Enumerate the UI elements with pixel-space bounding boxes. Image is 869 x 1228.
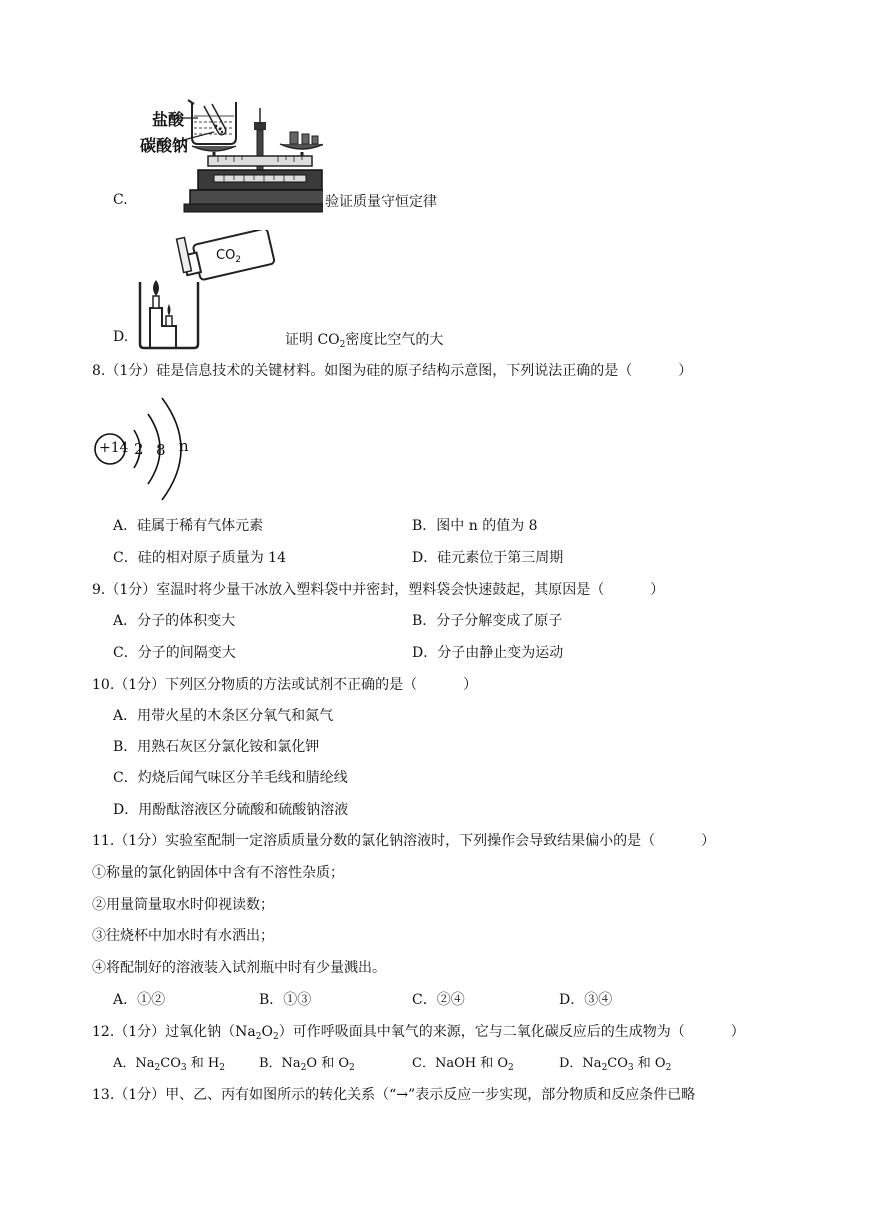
q11-item-4: ④将配制好的溶液装入试剂瓶中时有少量溅出。 — [92, 960, 386, 976]
q12-stem-close: ） — [730, 1024, 745, 1040]
q9-option-c: C．分子的间隔变大 — [113, 645, 236, 661]
silicon-shell-1-count: 2 — [134, 440, 144, 458]
q12-stem-mid: O — [261, 1024, 273, 1040]
q10-option-b: B．用熟石灰区分氯化铵和氯化钾 — [113, 739, 320, 755]
q11-option-b: B．①③ — [259, 992, 312, 1008]
q12-option-a-sub: 3 — [180, 1063, 187, 1073]
q7-option-d-caption-sub: 2 — [339, 340, 346, 350]
co2-candle-figure — [136, 230, 276, 350]
q7-option-d-letter: D. — [113, 329, 129, 345]
q9-stem-close: ） — [650, 582, 665, 598]
q12-stem-pre: 12.（1分）过氧化钠（Na — [92, 1024, 256, 1040]
q12-option-c — [412, 1054, 514, 1074]
q11-item-3: ③往烧杯中加水时有水洒出； — [92, 928, 274, 944]
q12-option-b — [259, 1054, 355, 1074]
co2-bottle-label-sub: 2 — [235, 255, 242, 265]
q12-option-a-part: 和 H — [186, 1056, 220, 1071]
q10-stem-text: 10.（1分）下列区分物质的方法或试剂不正确的是（ — [92, 677, 418, 693]
co2-bottle-label-text: CO — [216, 248, 236, 263]
q12-option-a-part: A．Na — [113, 1056, 155, 1071]
q12-option-c-sub: 2 — [508, 1063, 514, 1073]
q12-option-c-part: C．NaOH 和 O — [412, 1056, 508, 1071]
q12-option-d-part: D．Na — [559, 1056, 602, 1071]
q12-option-d-sub: 2 — [601, 1063, 608, 1073]
q12-option-b-sub: 2 — [349, 1063, 355, 1073]
q12-option-d-sub: 3 — [627, 1063, 634, 1073]
q9-option-a: A．分子的体积变大 — [113, 613, 236, 629]
q12-option-a-sub: 2 — [219, 1063, 225, 1073]
q11-item-1: ①称量的氯化钠固体中含有不溶性杂质； — [92, 865, 344, 881]
q12-stem-post: ）可作呼吸面具中氧气的来源，它与二氧化碳反应后的生成物为（ — [278, 1024, 685, 1040]
q10-option-a: A．用带火星的木条区分氧气和氮气 — [113, 708, 334, 724]
q11-option-c: C．②④ — [412, 992, 465, 1008]
silicon-shell-3-count: n — [179, 437, 189, 455]
q12-stem-sub2: 2 — [273, 1032, 279, 1042]
q11-option-d: D．③④ — [559, 992, 613, 1008]
q12-stem — [92, 1022, 745, 1042]
q11-stem — [92, 831, 715, 851]
silicon-nucleus-label: +14 — [99, 440, 129, 456]
q10-stem — [92, 675, 477, 695]
q8-option-b: B．图中 n 的值为 8 — [412, 518, 538, 534]
q9-option-d: D．分子由静止变为运动 — [412, 645, 564, 661]
q7-option-c-caption: 验证质量守恒定律 — [325, 194, 437, 210]
q10-stem-close: ） — [463, 677, 478, 693]
q7-option-d-caption — [285, 329, 443, 349]
co2-bottle-label — [216, 248, 241, 263]
q12-option-a-sub: 2 — [154, 1063, 161, 1073]
q12-option-b-sub: 2 — [300, 1063, 307, 1073]
q10-option-d: D．用酚酞溶液区分硫酸和硫酸钠溶液 — [113, 802, 349, 818]
q12-option-b-part: O 和 O — [306, 1056, 350, 1071]
q12-stem-sub1: 2 — [255, 1032, 262, 1042]
q8-option-c: C．硅的相对原子质量为 14 — [113, 550, 286, 566]
hydrochloric-acid-label: 盐酸 — [152, 110, 185, 129]
q12-option-d-part: CO — [607, 1056, 628, 1071]
q12-option-d-sub: 2 — [665, 1063, 672, 1073]
q8-stem-close: ） — [678, 363, 693, 379]
q9-stem-text: 9.（1分）室温时将少量干冰放入塑料袋中并密封，塑料袋会快速鼓起，其原因是（ — [92, 582, 605, 598]
q8-stem-text: 8.（1分）硅是信息技术的关键材料。如图为硅的原子结构示意图，下列说法正确的是（ — [92, 363, 633, 379]
silicon-shell-2-count: 8 — [156, 441, 166, 459]
q11-stem-text: 11.（1分）实验室配制一定溶质质量分数的氯化钠溶液时，下列操作会导致结果偏小的是（ — [92, 833, 656, 849]
q7-option-c-letter: C. — [113, 192, 128, 208]
q10-option-c: C．灼烧后闻气味区分羊毛线和腈纶线 — [113, 770, 348, 786]
q11-stem-close: ） — [701, 833, 716, 849]
q11-option-a: A．①② — [113, 992, 166, 1008]
q9-stem — [92, 580, 664, 600]
q9-option-b: B．分子分解变成了原子 — [412, 613, 563, 629]
co2-candle-drawing — [136, 230, 276, 350]
q12-option-b-part: B．Na — [259, 1056, 301, 1071]
q8-stem — [92, 361, 692, 381]
q13-stem: 13.（1分）甲、乙、丙有如图所示的转化关系（“→”表示反应一步实现，部分物质和反应条件已略 — [92, 1087, 696, 1103]
q11-item-2: ②用量筒量取水时仰视读数； — [92, 897, 274, 913]
q8-option-d: D．硅元素位于第三周期 — [412, 550, 564, 566]
q8-option-a: A．硅属于稀有气体元素 — [113, 518, 264, 534]
q12-option-d — [559, 1054, 671, 1074]
q12-option-d-part: 和 O — [633, 1056, 666, 1071]
sodium-carbonate-label: 碳酸钠 — [140, 136, 189, 155]
q12-option-a-part: CO — [160, 1056, 181, 1071]
q7-option-d-caption-pre: 证明 CO — [285, 332, 340, 348]
q7-option-d-caption-post: 密度比空气的大 — [345, 332, 444, 348]
q12-option-a — [113, 1054, 225, 1074]
